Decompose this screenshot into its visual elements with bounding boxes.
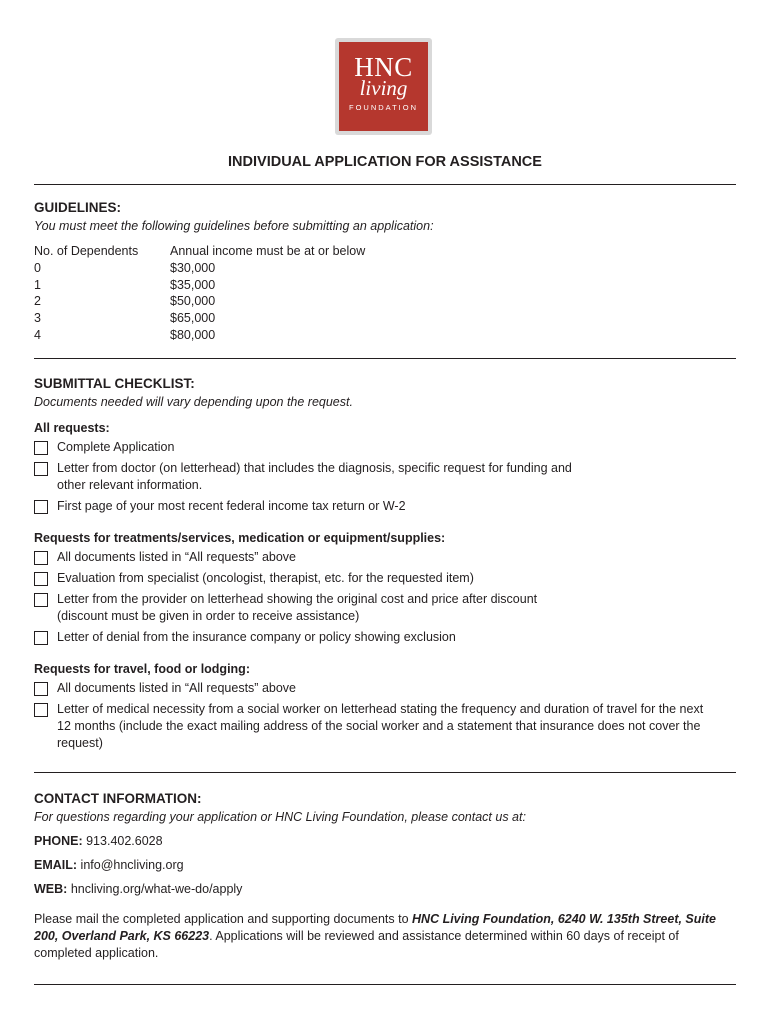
checklist-item[interactable] <box>34 570 734 587</box>
income-cell: $50,000 <box>170 294 216 309</box>
divider-top <box>34 184 736 185</box>
guidelines-subtitle: You must meet the following guidelines before submitting an application: <box>34 219 434 233</box>
checklist-item[interactable] <box>34 549 734 566</box>
divider-guidelines <box>34 358 736 359</box>
checklist-item-text: Complete Application <box>57 440 175 454</box>
checklist-item[interactable] <box>34 680 734 697</box>
logo-frame <box>335 38 432 135</box>
logo-living-text: living <box>359 76 408 100</box>
web-label: WEB: <box>34 882 68 896</box>
checklist-item[interactable] <box>34 591 734 625</box>
checkbox[interactable] <box>34 500 48 514</box>
checkbox[interactable] <box>34 572 48 586</box>
checkbox[interactable] <box>34 682 48 696</box>
phone-value[interactable]: 913.402.6028 <box>86 834 163 848</box>
mail-address: HNC Living Foundation, 6240 W. 135th Street, Suite 200, Overland Park, KS 66223 <box>34 912 716 943</box>
dependents-cell: 0 <box>34 260 41 275</box>
contact-subtitle: For questions regarding your application or HNC Living Foundation, please contact us at: <box>34 810 526 824</box>
checkbox[interactable] <box>34 631 48 645</box>
checklist-item[interactable] <box>34 439 734 456</box>
group-title-all-requests: All requests: <box>34 421 110 435</box>
checklist-item-text: Letter from doctor (on letterhead) that includes the diagnosis, specific request for funding and other relevant information. <box>57 461 572 492</box>
email-line <box>34 857 734 874</box>
guidelines-section <box>34 199 734 344</box>
table-row <box>34 260 365 277</box>
checklist-item-text: Evaluation from specialist (oncologist, therapist, etc. for the requested item) <box>57 571 474 585</box>
table-row <box>34 310 365 327</box>
mail-outro: . Applications will be reviewed and assistance determined within 60 days of receipt of completed application. <box>34 929 679 960</box>
checklist-item[interactable] <box>34 701 734 752</box>
hnc-living-foundation-logo <box>339 42 428 131</box>
table-row <box>34 327 365 344</box>
dependents-cell: 1 <box>34 277 41 292</box>
checklist-section <box>34 375 734 752</box>
guidelines-heading: GUIDELINES: <box>34 200 122 215</box>
checklist-item[interactable] <box>34 629 734 646</box>
checkbox[interactable] <box>34 441 48 455</box>
checklist-item-text: All documents listed in “All requests” above <box>57 681 297 695</box>
contact-section <box>34 790 734 962</box>
checklist-item-text: Letter of denial from the insurance company or policy showing exclusion <box>57 630 456 644</box>
table-row <box>34 293 365 310</box>
dependents-cell: 3 <box>34 311 41 326</box>
table-header-row <box>34 243 365 260</box>
web-line <box>34 881 734 898</box>
contact-heading: CONTACT INFORMATION: <box>34 791 202 806</box>
checklist-item-text: Letter from the provider on letterhead showing the original cost and price after discount (discount must be given in order to receive assistance) <box>57 592 538 623</box>
table-row <box>34 277 365 294</box>
dependents-column-header: No. of Dependents <box>34 244 139 258</box>
checklist-item[interactable] <box>34 460 734 494</box>
income-cell: $65,000 <box>170 311 216 326</box>
page-title: INDIVIDUAL APPLICATION FOR ASSISTANCE <box>228 154 542 170</box>
phone-line <box>34 833 734 850</box>
dependents-cell: 4 <box>34 327 41 342</box>
email-value[interactable]: info@hncliving.org <box>80 858 184 872</box>
income-cell: $35,000 <box>170 277 216 292</box>
mail-intro: Please mail the completed application and supporting documents to <box>34 912 413 926</box>
checklist-heading: SUBMITTAL CHECKLIST: <box>34 376 195 391</box>
checklist-item-text: All documents listed in “All requests” above <box>57 550 297 564</box>
email-label: EMAIL: <box>34 858 78 872</box>
phone-label: PHONE: <box>34 834 83 848</box>
divider-bottom <box>34 984 736 985</box>
dependents-cell: 2 <box>34 294 41 309</box>
checkbox[interactable] <box>34 703 48 717</box>
divider-checklist <box>34 772 736 773</box>
mail-instructions <box>34 911 724 962</box>
group-title-treatments: Requests for treatments/services, medication or equipment/supplies: <box>34 531 446 545</box>
logo-hnc-text: HNC <box>354 52 413 82</box>
income-cell: $80,000 <box>170 327 216 342</box>
checklist-subtitle: Documents needed will vary depending upon the request. <box>34 395 353 409</box>
income-column-header: Annual income must be at or below <box>170 244 366 258</box>
checklist-item-text: First page of your most recent federal income tax return or W-2 <box>57 499 406 513</box>
checklist-item[interactable] <box>34 498 734 515</box>
logo-foundation-text: FOUNDATION <box>348 103 419 112</box>
checkbox[interactable] <box>34 593 48 607</box>
checkbox[interactable] <box>34 551 48 565</box>
checkbox[interactable] <box>34 462 48 476</box>
income-guidelines-table <box>34 243 365 344</box>
web-value[interactable]: hncliving.org/what-we-do/apply <box>70 882 243 896</box>
checklist-item-text: Letter of medical necessity from a social worker on letterhead stating the frequency and duration of travel for the next 12 months (include the exact mailing address of the social worker and a statement that insurance does not cover the request) <box>57 702 704 750</box>
income-cell: $30,000 <box>170 260 216 275</box>
group-title-travel: Requests for travel, food or lodging: <box>34 662 250 676</box>
